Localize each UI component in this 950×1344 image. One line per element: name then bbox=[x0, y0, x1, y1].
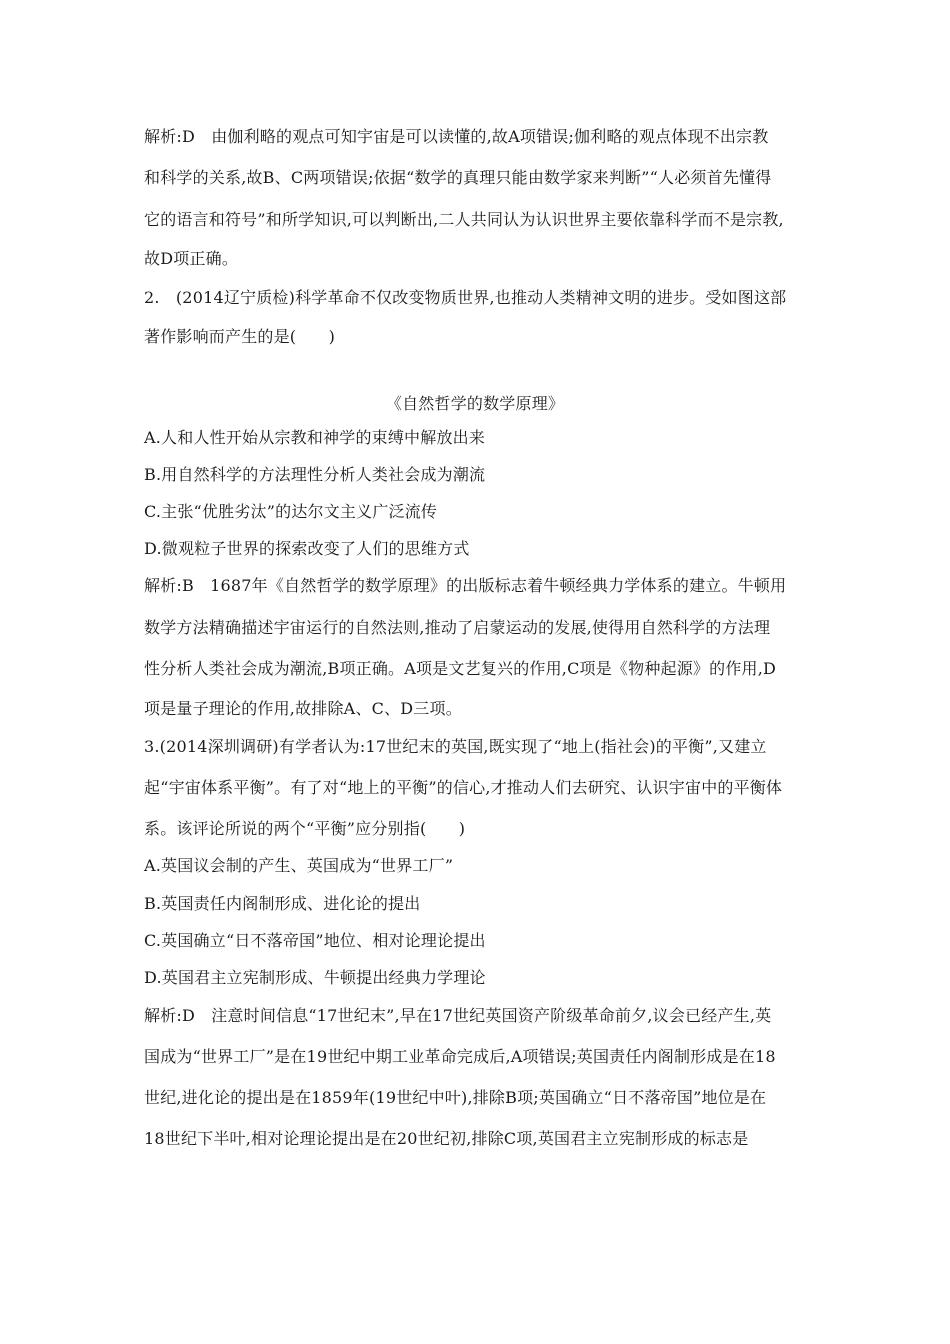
q1-analysis-line-4: 故D项正确。 bbox=[144, 249, 239, 268]
q3-analysis-line-2: 国成为“世界工厂”是在19世纪中期工业革命完成后,A项错误;英国责任内阁制形成是在18 bbox=[144, 1047, 776, 1066]
q2-analysis-line-4: 项是量子理论的作用,故排除A、C、D三项。 bbox=[144, 699, 462, 718]
q3-option-a: A.英国议会制的产生、英国成为“世界工厂” bbox=[144, 856, 454, 875]
q3-option-c: C.英国确立“日不落帝国”地位、相对论理论提出 bbox=[144, 931, 486, 950]
q1-analysis-line-2: 和科学的关系,故B、C两项错误;依据“数学的真理只能由数学家来判断”“人必须首先懂得 bbox=[144, 168, 772, 187]
q3-analysis-line-1: 解析:D 注意时间信息“17世纪末”,早在17世纪英国资产阶级革命前夕,议会已经产生,英 bbox=[144, 1006, 772, 1025]
q2-analysis-line-1: 解析:B 1687年《自然哲学的数学原理》的出版标志着牛顿经典力学体系的建立。牛顿用 bbox=[144, 576, 787, 595]
q2-analysis-line-3: 性分析人类社会成为潮流,B项正确。A项是文艺复兴的作用,C项是《物种起源》的作用,D bbox=[144, 659, 777, 678]
q3-analysis-line-4: 18世纪下半叶,相对论理论提出是在20世纪初,排除C项,英国君主立宪制形成的标志是 bbox=[144, 1129, 749, 1148]
q2-stem-line-2: 著作影响而产生的是( ) bbox=[144, 327, 336, 346]
q1-analysis-line-3: 它的语言和符号”和所学知识,可以判断出,二人共同认为认识世界主要依靠科学而不是宗教, bbox=[144, 210, 784, 229]
q3-stem-line-3: 系。该评论所说的两个“平衡”应分别指( ) bbox=[144, 819, 466, 838]
q2-analysis-line-2: 数学方法精确描述宇宙运行的自然法则,推动了启蒙运动的发展,使得用自然科学的方法理 bbox=[144, 618, 771, 637]
q2-stem-line-1: 2. (2014辽宁质检)科学革命不仅改变物质世界,也推动人类精神文明的进步。受如图这部 bbox=[144, 288, 787, 307]
q3-stem-line-1: 3.(2014深圳调研)有学者认为:17世纪末的英国,既实现了“地上(指社会)的平衡”,又建立 bbox=[144, 737, 767, 756]
q3-option-d: D.英国君主立宪制形成、牛顿提出经典力学理论 bbox=[144, 968, 486, 987]
q3-stem-line-2: 起“宇宙体系平衡”。有了对“地上的平衡”的信心,才推动人们去研究、认识宇宙中的平衡体 bbox=[144, 778, 783, 797]
q3-option-b: B.英国责任内阁制形成、进化论的提出 bbox=[144, 894, 421, 913]
q2-option-b: B.用自然科学的方法理性分析人类社会成为潮流 bbox=[144, 465, 486, 484]
q2-option-d: D.微观粒子世界的探索改变了人们的思维方式 bbox=[144, 539, 470, 558]
q2-figure-caption: 《自然哲学的数学原理》 bbox=[385, 394, 565, 413]
q2-option-c: C.主张“优胜劣汰”的达尔文主义广泛流传 bbox=[144, 502, 438, 521]
q2-option-a: A.人和人性开始从宗教和神学的束缚中解放出来 bbox=[144, 428, 486, 447]
q3-analysis-line-3: 世纪,进化论的提出是在1859年(19世纪中叶),排除B项;英国确立“日不落帝国”地位是在 bbox=[144, 1088, 767, 1107]
q1-analysis-line-1: 解析:D 由伽利略的观点可知宇宙是可以读懂的,故A项错误;伽利略的观点体现不出宗教 bbox=[144, 127, 769, 146]
